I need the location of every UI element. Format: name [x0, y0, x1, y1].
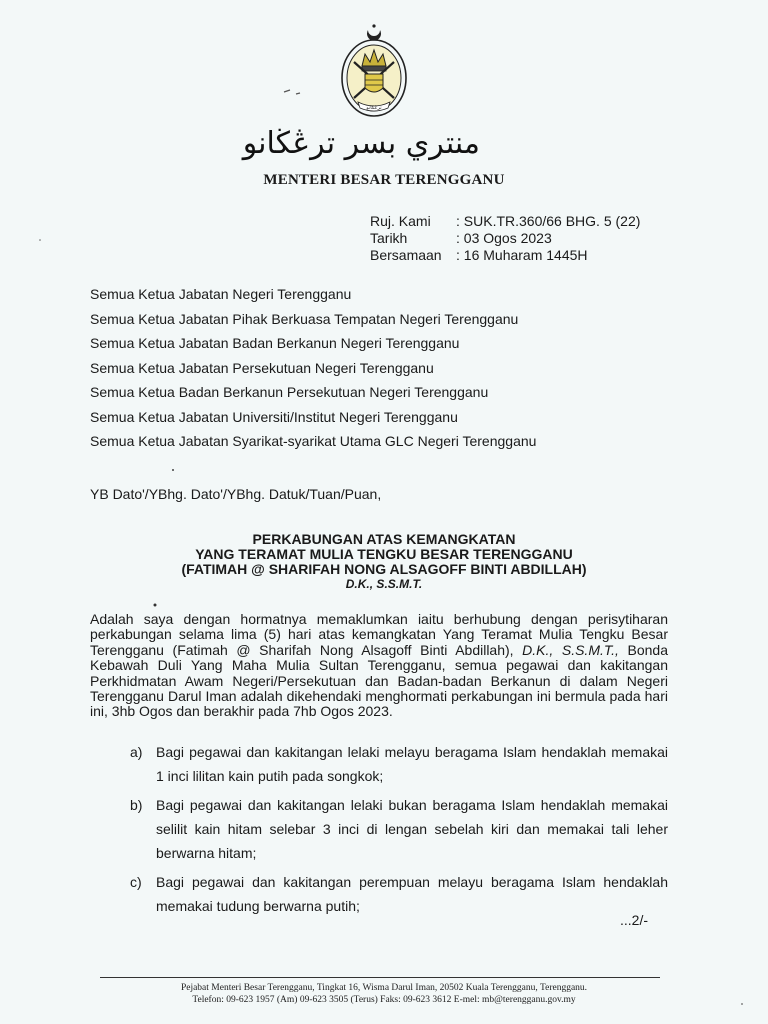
heading-line: (FATIMAH @ SHARIFAH NONG ALSAGOFF BINTI ABDILLAH)	[181, 561, 587, 577]
recipient-line: Semua Ketua Jabatan Pihak Berkuasa Tempatan Negeri Terengganu	[90, 310, 519, 327]
list-item-marker: c)	[130, 874, 142, 890]
reference-value: : SUK.TR.360/66 BHG. 5 (22)	[456, 213, 641, 229]
heading-line: YANG TERAMAT MULIA TENGKU BESAR TERENGGANU	[195, 546, 573, 562]
recipient-line: Semua Ketua Badan Berkanun Persekutuan Negeri Terengganu	[90, 384, 489, 400]
reference-label: Tarikh	[370, 230, 408, 246]
reference-label: Bersamaan	[370, 247, 442, 263]
heading-honours: D.K., S.S.M.T.	[345, 577, 423, 591]
jawi-title: منتري بسر ترڠڬانو	[242, 126, 480, 161]
body-honours-italic: D.K., S.S.M.T.,	[522, 641, 619, 658]
list-item-marker: a)	[130, 744, 143, 760]
reference-value: : 03 Ogos 2023	[456, 230, 552, 246]
office-title: MENTERI BESAR TERENGGANU	[263, 172, 505, 188]
recipient-line: Semua Ketua Jabatan Persekutuan Negeri Terengganu	[90, 359, 434, 376]
recipient-line: Semua Ketua Jabatan Badan Berkanun Negeri Terengganu	[90, 335, 460, 351]
salutation: YB Dato'/YBhg. Dato'/YBhg. Datuk/Tuan/Puan,	[90, 486, 382, 502]
list-item-text: Bagi pegawai dan kakitangan lelaki melayu beragama Islam hendaklah memakai 1 inci lilitan kain putih pada songkok;	[156, 744, 668, 784]
svg-text:ترڠڬانو: ترڠڬانو	[366, 105, 382, 111]
reference-value: : 16 Muharam 1445H	[456, 247, 588, 263]
recipient-line: Semua Ketua Jabatan Negeri Terengganu	[90, 286, 352, 302]
body-text: Adalah saya dengan hormatnya memaklumkan iaitu berhubung dengan perisytiharan perkabungan selama lima (5) hari atas kemangkatan Yang Teramat Mulia Tengku Besar Terengganu (Fatimah @ Sharifah Nong Alsagoff Binti Abdillah),	[90, 611, 668, 658]
footer-address: Pejabat Menteri Besar Terengganu, Tingkat 16, Wisma Darul Iman, 20502 Kuala Terengganu, Terengganu.	[180, 983, 588, 993]
list-item-text: Bagi pegawai dan kakitangan perempuan melayu beragama Islam hendaklah memakai tudung berwarna putih;	[156, 874, 668, 914]
recipient-line: Semua Ketua Jabatan Syarikat-syarikat Utama GLC Negeri Terengganu	[90, 433, 537, 449]
heading-line: PERKABUNGAN ATAS KEMANGKATAN	[252, 531, 516, 547]
body-text: Bonda Kebawah Duli Yang Maha Mulia Sultan Terengganu, semua pegawai dan kakitangan Perkhidmatan Awam Negeri/Persekutuan dan Badan-badan Berkanun di dalam Negeri Terengganu Darul Iman adalah dikehendaki menghormati perkabungan ini bermula pada hari ini, 3hb Ogos dan berakhir pada 7hb Ogos 2023.	[90, 641, 668, 720]
page-continuation: ...2/-	[620, 912, 649, 928]
list-item-marker: b)	[130, 797, 143, 813]
reference-label: Ruj. Kami	[370, 213, 431, 229]
recipient-line: Semua Ketua Jabatan Universiti/Institut Negeri Terengganu	[90, 408, 458, 425]
list-item-text: Bagi pegawai dan kakitangan lelaki bukan beragama Islam hendaklah memakai selilit kain hitam selebar 3 inci di lengan sebelah kiri dan memakai tali leher berwarna hitam;	[156, 797, 668, 861]
footer-contact: Telefon: 09-623 1957 (Am) 09-623 3505 (Terus) Faks: 09-623 3612 E-mel: mb@terengganu.gov.my	[192, 995, 576, 1005]
